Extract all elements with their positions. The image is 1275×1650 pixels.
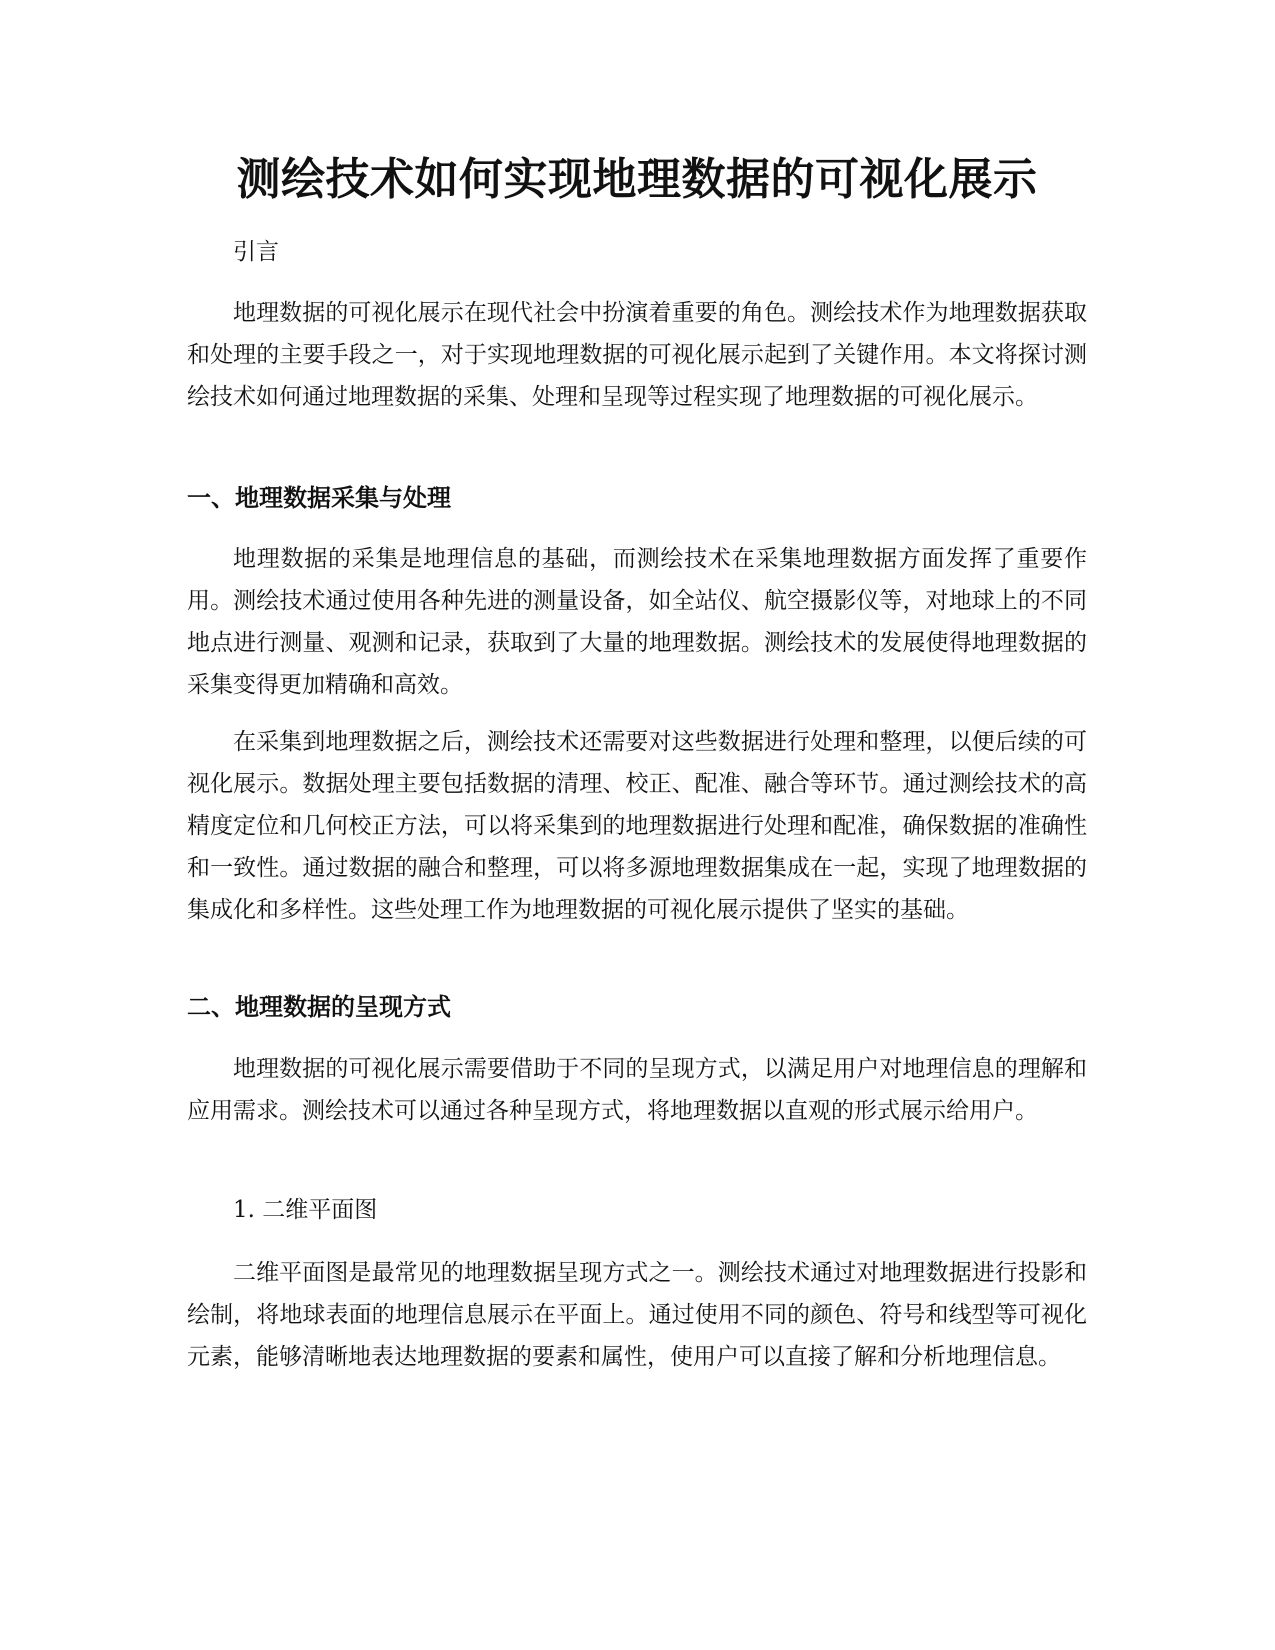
section1-paragraph-1: 地理数据的采集是地理信息的基础，而测绘技术在采集地理数据方面发挥了重要作用。测绘技术通过使用各种先进的测量设备，如全站仪、航空摄影仪等，对地球上的不同地点进行测量、观测和记录，获取到了大量的地理数据。测绘技术的发展使得地理数据的采集变得更加精确和高效。 [187,546,1087,698]
intro-paragraph: 地理数据的可视化展示在现代社会中扮演着重要的角色。测绘技术作为地理数据获取和处理的主要手段之一，对于实现地理数据的可视化展示起到了关键作用。本文将探讨测绘技术如何通过地理数据的采集、处理和呈现等过程实现了地理数据的可视化展示。 [187,300,1087,410]
section-heading-1: 一、地理数据采集与处理 [187,484,451,512]
section2-paragraph-1: 地理数据的可视化展示需要借助于不同的呈现方式，以满足用户对地理信息的理解和应用需求。测绘技术可以通过各种呈现方式，将地理数据以直观的形式展示给用户。 [187,1056,1087,1124]
section1-paragraph-2: 在采集到地理数据之后，测绘技术还需要对这些数据进行处理和整理，以便后续的可视化展示。数据处理主要包括数据的清理、校正、配准、融合等环节。通过测绘技术的高精度定位和几何校正方法，可以将采集到的地理数据进行处理和配准，确保数据的准确性和一致性。通过数据的融合和整理，可以将多源地理数据集成在一起，实现了地理数据的集成化和多样性。这些处理工作为地理数据的可视化展示提供了坚实的基础。 [187,729,1087,923]
section-heading-2: 二、地理数据的呈现方式 [187,993,451,1021]
page-title: 测绘技术如何实现地理数据的可视化展示 [236,154,1038,205]
subsection-label: 1. 二维平面图 [233,1197,378,1223]
subsection-paragraph: 二维平面图是最常见的地理数据呈现方式之一。测绘技术通过对地理数据进行投影和绘制，将地球表面的地理信息展示在平面上。通过使用不同的颜色、符号和线型等可视化元素，能够清晰地表达地理数据的要素和属性，使用户可以直接了解和分析地理信息。 [187,1260,1087,1370]
intro-label: 引言 [233,239,279,265]
